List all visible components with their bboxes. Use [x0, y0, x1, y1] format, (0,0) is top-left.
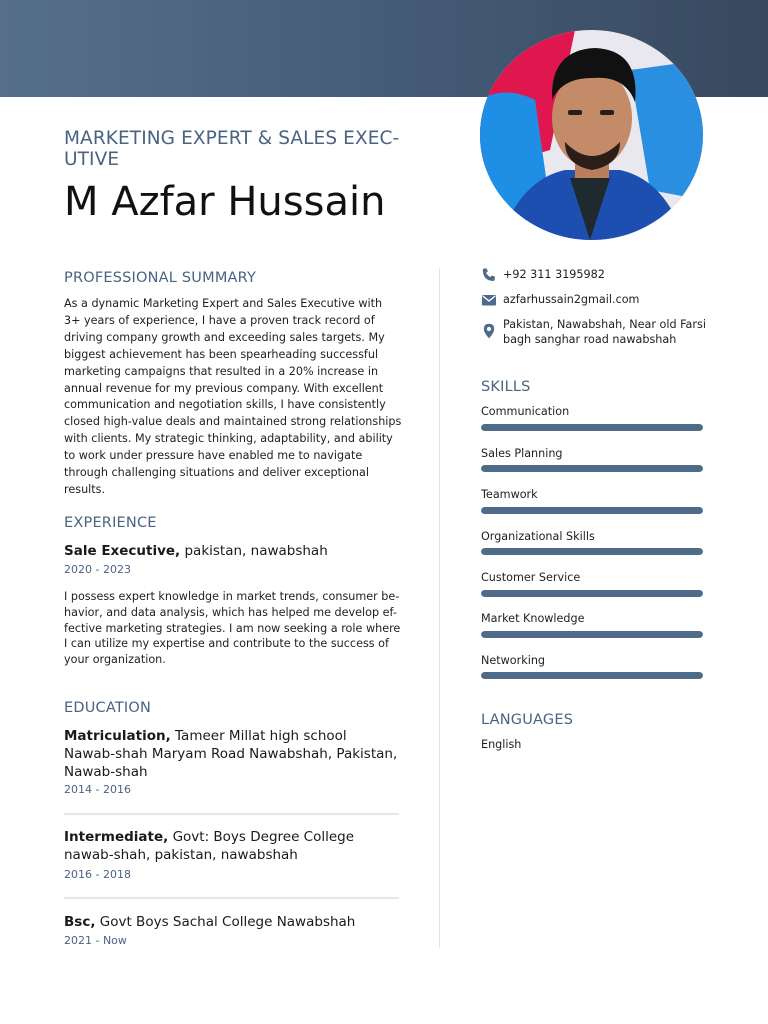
- contact-phone: [481, 267, 711, 283]
- skill-bar-fill: [481, 507, 703, 514]
- education-degree: Bsc,: [64, 914, 96, 930]
- education-separator: [64, 813, 399, 815]
- skill-label: Market Knowledge: [481, 612, 585, 625]
- education-dates: 2016 - 2018: [64, 868, 131, 881]
- skill-label: Organizational Skills: [481, 530, 595, 543]
- education-heading: EDUCATION: [64, 700, 152, 716]
- languages-heading: LANGUAGES: [481, 712, 574, 728]
- experience-dates: 2020 - 2023: [64, 563, 131, 576]
- skill-bar-fill: [481, 548, 703, 555]
- skill-bar-fill: [481, 590, 703, 597]
- education-entry-heading: [64, 828, 402, 864]
- education-school: Govt Boys Sachal College Nawabshah: [99, 914, 356, 930]
- skills-heading: SKILLS: [481, 379, 531, 395]
- candidate-name: M Azfar Hussain: [64, 179, 386, 225]
- experience-entry-heading: [64, 542, 402, 560]
- education-entry-heading: [64, 727, 402, 781]
- location-pin-icon: [481, 323, 497, 339]
- skill-label: Customer Service: [481, 571, 581, 584]
- skill-label: Networking: [481, 654, 546, 667]
- education-dates: 2014 - 2016: [64, 783, 131, 796]
- headline-title: MARKETING EXPERT & SALES EXEC-UTIVE: [64, 128, 400, 170]
- address-text: Pakistan, Nawabshah, Near old Farsi bagh sanghar road nawabshah: [503, 318, 706, 346]
- education-school: Govt: Boys Degree College nawab-shah, pakistan, nawabshah: [64, 829, 355, 863]
- education-degree: Intermediate,: [64, 829, 169, 845]
- skill-bar: [481, 672, 703, 679]
- contact-address: [481, 317, 711, 349]
- contact-email: [481, 292, 711, 308]
- skill-bar-fill: [481, 465, 703, 472]
- profile-photo: [480, 30, 703, 240]
- skill-bar: [481, 507, 703, 514]
- phone-icon: [481, 267, 497, 283]
- education-school: Tameer Millat high school Nawab-shah Maryam Road Nawabshah, Pakistan, Nawab-shah: [64, 728, 398, 780]
- skill-bar: [481, 548, 703, 555]
- email-text: azfarhussain2gmail.com: [503, 293, 640, 306]
- summary-text: As a dynamic Marketing Expert and Sales Executive with 3+ years of experience, I have a proven track record of driving company growth and exceeding sales targets. My biggest achievement has been spearheading successful marketing campaigns that resulted in a 20% increase in annual revenue for my previous company. With excellent communication and negotiation skills, I have consistently closed high-value deals and maintained strong relationships with clients. My strategic thinking, adaptability, and ability to work under pressure have enabled me to navigate through challenging situations and deliver exceptional results.: [64, 297, 402, 496]
- skill-bar-fill: [481, 424, 703, 431]
- skill-bar: [481, 465, 703, 472]
- phone-text: +92 311 3195982: [503, 268, 605, 281]
- education-entry-heading: [64, 913, 402, 931]
- language-item: English: [481, 738, 522, 751]
- skill-label: Teamwork: [481, 488, 538, 501]
- skill-bar: [481, 424, 703, 431]
- experience-description: I possess expert knowledge in market trends, consumer be-havior, and data analysis, which has helped me develop ef-fective marketing strategies. I am now seeking a role where I can utilize my expertise and contribute to the success of your organization.: [64, 590, 401, 667]
- education-separator: [64, 897, 399, 899]
- skill-bar: [481, 631, 703, 638]
- experience-place: pakistan, nawabshah: [184, 543, 328, 559]
- email-icon: [481, 292, 497, 308]
- skill-label: Communication: [481, 405, 570, 418]
- education-dates: 2021 - Now: [64, 934, 127, 947]
- skill-label: Sales Planning: [481, 447, 563, 460]
- skill-bar-fill: [481, 672, 703, 679]
- skill-bar: [481, 590, 703, 597]
- summary-heading: PROFESSIONAL SUMMARY: [64, 270, 257, 286]
- skill-bar-fill: [481, 631, 703, 638]
- experience-heading: EXPERIENCE: [64, 515, 157, 531]
- education-degree: Matriculation,: [64, 728, 171, 744]
- experience-role: Sale Executive,: [64, 543, 181, 559]
- column-divider: [439, 268, 440, 948]
